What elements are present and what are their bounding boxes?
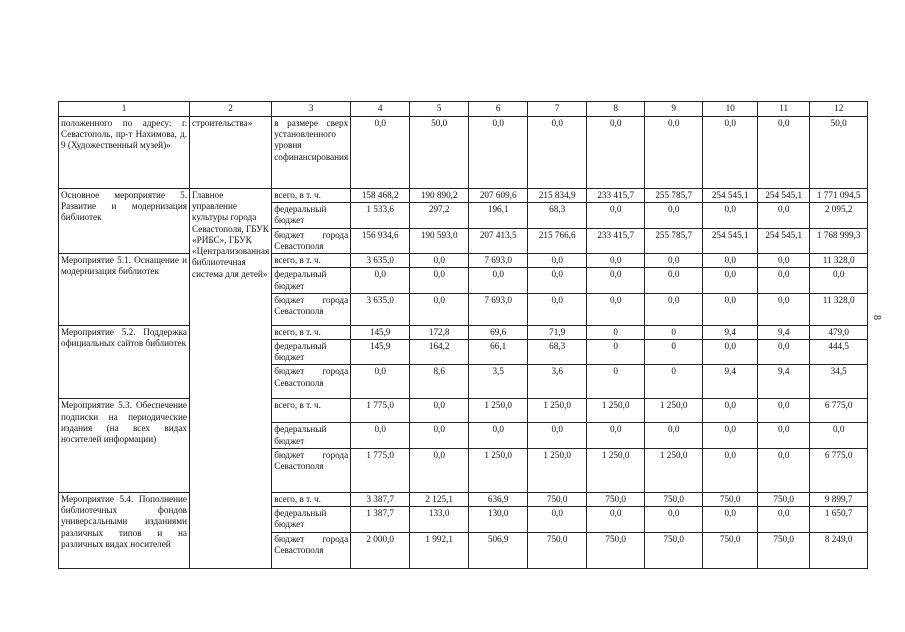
value-cell: 0,0 [645, 423, 703, 448]
value-cell: 750,0 [758, 532, 810, 568]
value-cell: 0 [645, 365, 703, 399]
value-cell: 1 775,0 [351, 399, 410, 423]
value-cell: 1 992,1 [410, 532, 469, 568]
value-cell: 1 768 999,3 [810, 228, 868, 253]
value-cell: 750,0 [645, 532, 703, 568]
value-cell: 0,0 [703, 423, 758, 448]
value-cell: 196,1 [469, 203, 528, 228]
value-cell: 0,0 [703, 399, 758, 423]
value-cell: 0,0 [758, 254, 810, 268]
value-cell: 0,0 [645, 507, 703, 532]
funding-source: всего, в т. ч. [272, 399, 351, 423]
event-name: Основное мероприятие 5. Развитие и модернизация библиотек [59, 189, 190, 254]
value-cell: 0,0 [758, 339, 810, 364]
table-row [59, 189, 868, 203]
value-cell: 479,0 [810, 325, 868, 339]
value-cell: 66,1 [469, 339, 528, 364]
value-cell: 68,3 [528, 203, 587, 228]
value-cell: 3,6 [528, 365, 587, 399]
value-cell: 1 250,0 [587, 448, 645, 492]
column-number: 10 [703, 102, 758, 117]
value-cell: 1 387,7 [351, 507, 410, 532]
column-number: 5 [410, 102, 469, 117]
value-cell: 636,9 [469, 492, 528, 506]
column-number: 11 [758, 102, 810, 117]
value-cell: 2 125,1 [410, 492, 469, 506]
table-row [59, 325, 868, 339]
value-cell: 1 771 094,5 [810, 189, 868, 203]
value-cell: 50,0 [410, 117, 469, 189]
funding-source: федеральный бюджет [272, 423, 351, 448]
funding-source: всего, в т. ч. [272, 492, 351, 506]
value-cell: 750,0 [587, 492, 645, 506]
value-cell: 0,0 [469, 117, 528, 189]
value-cell: 11 328,0 [810, 254, 868, 268]
funding-source: федеральный бюджет [272, 507, 351, 532]
value-cell: 0,0 [410, 268, 469, 293]
column-number: 6 [469, 102, 528, 117]
value-cell: 1 250,0 [469, 448, 528, 492]
value-cell: 0,0 [645, 293, 703, 325]
funding-source: бюджет города Севастополя [272, 448, 351, 492]
value-cell: 207 413,5 [469, 228, 528, 253]
value-cell: 750,0 [587, 532, 645, 568]
value-cell: 255 785,7 [645, 189, 703, 203]
value-cell: 0,0 [351, 365, 410, 399]
value-cell: 158 468,2 [351, 189, 410, 203]
value-cell: 207 609,6 [469, 189, 528, 203]
value-cell: 9,4 [703, 365, 758, 399]
value-cell: 9 899,7 [810, 492, 868, 506]
value-cell: 750,0 [758, 492, 810, 506]
value-cell: 0,0 [810, 423, 868, 448]
value-cell: 0,0 [410, 448, 469, 492]
value-cell: 156 934,6 [351, 228, 410, 253]
value-cell: 0,0 [645, 203, 703, 228]
value-cell: 0,0 [645, 117, 703, 189]
value-cell: 9,4 [703, 325, 758, 339]
value-cell: 9,4 [758, 325, 810, 339]
value-cell: 145,9 [351, 339, 410, 364]
value-cell: 0,0 [351, 423, 410, 448]
value-cell: 34,5 [810, 365, 868, 399]
value-cell: 0,0 [587, 268, 645, 293]
value-cell: 1 250,0 [528, 399, 587, 423]
value-cell: 1 250,0 [528, 448, 587, 492]
value-cell: 0 [587, 325, 645, 339]
value-cell: 0,0 [758, 293, 810, 325]
value-cell: 0,0 [758, 117, 810, 189]
event-name: положенного по адресу: г. Севастополь, пр-т Нахимова, д. 9 (Художественный музей)» [59, 117, 190, 189]
value-cell: 3 635,0 [351, 293, 410, 325]
value-cell: 0,0 [587, 507, 645, 532]
value-cell: 254 545,1 [758, 228, 810, 253]
value-cell: 1 650,7 [810, 507, 868, 532]
value-cell: 0,0 [410, 254, 469, 268]
value-cell: 0,0 [645, 268, 703, 293]
value-cell: 1 250,0 [645, 448, 703, 492]
value-cell: 0,0 [703, 117, 758, 189]
value-cell: 0,0 [703, 448, 758, 492]
value-cell: 2 000,0 [351, 532, 410, 568]
value-cell: 2 095,2 [810, 203, 868, 228]
value-cell: 8,6 [410, 365, 469, 399]
value-cell: 0,0 [587, 203, 645, 228]
value-cell: 145,9 [351, 325, 410, 339]
event-name: Мероприятие 5.3. Обеспечение подписки на периодические издания (на всех видах носителей информации) [59, 399, 190, 492]
table-row [59, 492, 868, 506]
value-cell: 0,0 [703, 339, 758, 364]
value-cell: 750,0 [703, 532, 758, 568]
value-cell: 1 533,6 [351, 203, 410, 228]
value-cell: 190 890,2 [410, 189, 469, 203]
value-cell: 0,0 [758, 203, 810, 228]
value-cell: 3,5 [469, 365, 528, 399]
funding-source: бюджет города Севастополя [272, 293, 351, 325]
value-cell: 0,0 [351, 117, 410, 189]
value-cell: 0,0 [758, 448, 810, 492]
value-cell: 0,0 [587, 117, 645, 189]
value-cell: 0 [645, 325, 703, 339]
value-cell: 7 693,0 [469, 254, 528, 268]
event-name: Мероприятие 5.4. Пополнение библиотечных фондов универсальными изданиями различных типов и на различных видах носителей [59, 492, 190, 568]
value-cell: 444,5 [810, 339, 868, 364]
funding-source: федеральный бюджет [272, 203, 351, 228]
value-cell: 7 693,0 [469, 293, 528, 325]
value-cell: 0,0 [528, 507, 587, 532]
value-cell: 255 785,7 [645, 228, 703, 253]
column-number: 1 [59, 102, 190, 117]
value-cell: 0 [645, 339, 703, 364]
value-cell: 3 635,0 [351, 254, 410, 268]
value-cell: 0,0 [703, 293, 758, 325]
value-cell: 1 775,0 [351, 448, 410, 492]
value-cell: 0,0 [758, 507, 810, 532]
value-cell: 164,2 [410, 339, 469, 364]
column-number: 3 [272, 102, 351, 117]
funding-source: всего, в т. ч. [272, 254, 351, 268]
value-cell: 0,0 [810, 268, 868, 293]
column-number: 4 [351, 102, 410, 117]
column-number: 12 [810, 102, 868, 117]
value-cell: 50,0 [810, 117, 868, 189]
value-cell: 0,0 [703, 254, 758, 268]
value-cell: 254 545,1 [703, 189, 758, 203]
value-cell: 0 [587, 339, 645, 364]
value-cell: 0,0 [410, 293, 469, 325]
value-cell: 0,0 [703, 268, 758, 293]
table-row [59, 254, 868, 268]
value-cell: 0,0 [587, 254, 645, 268]
value-cell: 69,6 [469, 325, 528, 339]
column-number: 8 [587, 102, 645, 117]
funding-source: бюджет города Севастополя [272, 365, 351, 399]
continuation-row [59, 117, 868, 189]
column-number: 2 [190, 102, 272, 117]
value-cell: 6 775,0 [810, 399, 868, 423]
value-cell: 254 545,1 [758, 189, 810, 203]
budget-table [58, 101, 868, 569]
value-cell: 750,0 [645, 492, 703, 506]
executor-name: строительства» [190, 117, 272, 189]
header-row [59, 102, 868, 117]
value-cell: 190 593,0 [410, 228, 469, 253]
value-cell: 215 766,6 [528, 228, 587, 253]
value-cell: 8 249,0 [810, 532, 868, 568]
funding-source: бюджет города Севастополя [272, 228, 351, 253]
event-name: Мероприятие 5.1. Оснащение и модернизация библиотек [59, 254, 190, 326]
value-cell: 0,0 [410, 399, 469, 423]
value-cell: 750,0 [528, 492, 587, 506]
value-cell: 9,4 [758, 365, 810, 399]
value-cell: 0,0 [703, 507, 758, 532]
value-cell: 0 [587, 365, 645, 399]
value-cell: 1 250,0 [469, 399, 528, 423]
table-row [59, 399, 868, 423]
funding-source: всего, в т. ч. [272, 325, 351, 339]
value-cell: 0,0 [528, 293, 587, 325]
value-cell: 130,0 [469, 507, 528, 532]
value-cell: 0,0 [758, 268, 810, 293]
value-cell: 0,0 [645, 254, 703, 268]
value-cell: 233 415,7 [587, 228, 645, 253]
value-cell: 1 250,0 [587, 399, 645, 423]
value-cell: 506,9 [469, 532, 528, 568]
value-cell: 750,0 [528, 532, 587, 568]
value-cell: 0,0 [758, 399, 810, 423]
value-cell: 172,8 [410, 325, 469, 339]
value-cell: 68,3 [528, 339, 587, 364]
value-cell: 0,0 [528, 268, 587, 293]
value-cell: 0,0 [469, 268, 528, 293]
value-cell: 133,0 [410, 507, 469, 532]
value-cell: 297,2 [410, 203, 469, 228]
value-cell: 233 415,7 [587, 189, 645, 203]
value-cell: 215 834,9 [528, 189, 587, 203]
value-cell: 0,0 [528, 423, 587, 448]
column-numbers-header [59, 102, 868, 117]
value-cell: 71,9 [528, 325, 587, 339]
value-cell: 0,0 [351, 268, 410, 293]
funding-source: федеральный бюджет [272, 339, 351, 364]
value-cell: 0,0 [528, 117, 587, 189]
funding-source: в размере сверх установленного уровня софинансирования [272, 117, 351, 189]
column-number: 7 [528, 102, 587, 117]
funding-source: бюджет города Севастополя [272, 532, 351, 568]
value-cell: 0,0 [587, 293, 645, 325]
value-cell: 0,0 [758, 423, 810, 448]
value-cell: 6 775,0 [810, 448, 868, 492]
funding-source: федеральный бюджет [272, 268, 351, 293]
value-cell: 254 545,1 [703, 228, 758, 253]
value-cell: 0,0 [587, 423, 645, 448]
value-cell: 750,0 [703, 492, 758, 506]
value-cell: 0,0 [703, 203, 758, 228]
value-cell: 0,0 [528, 254, 587, 268]
value-cell: 1 250,0 [645, 399, 703, 423]
value-cell: 0,0 [469, 423, 528, 448]
column-number: 9 [645, 102, 703, 117]
page-number: 8 [871, 315, 882, 320]
value-cell: 0,0 [410, 423, 469, 448]
value-cell: 11 328,0 [810, 293, 868, 325]
funding-source: всего, в т. ч. [272, 189, 351, 203]
value-cell: 3 387,7 [351, 492, 410, 506]
executor-name: Главное управление культуры города Севастополя, ГБУК «РИБС», ГБУК «Централизованная библиотечная система для детей» [190, 189, 272, 569]
event-name: Мероприятие 5.2. Поддержка официальных сайтов библиотек [59, 325, 190, 399]
